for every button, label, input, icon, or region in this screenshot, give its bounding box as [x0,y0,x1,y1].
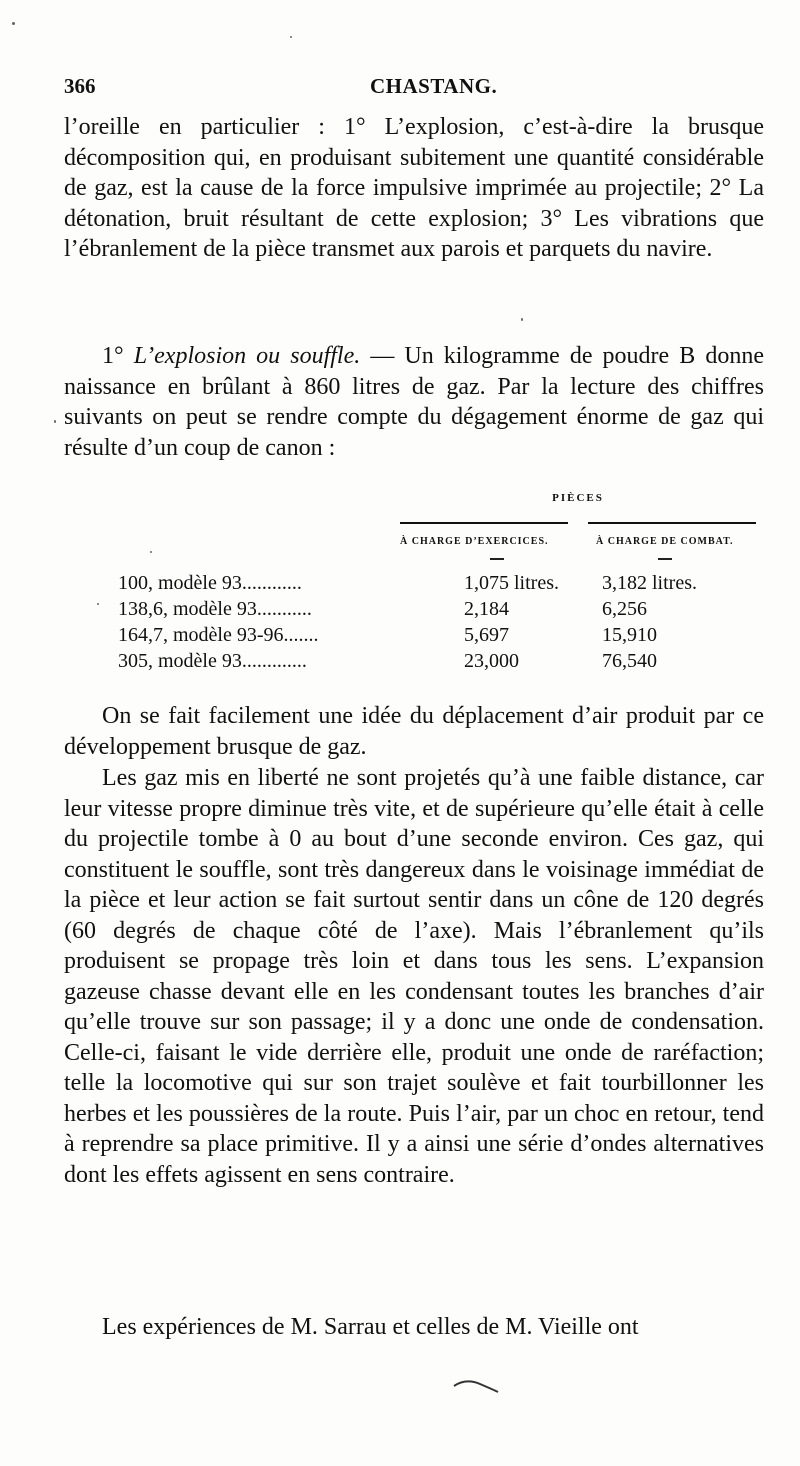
table-row [118,650,768,676]
exercise-charge-value: 5,697 [464,624,509,646]
page-number: 366 [64,74,96,98]
paragraph-text: On se fait facilement une idée du déplacement d’air produit par ce développement brusque de gaz. [64,703,764,760]
exercise-charge-value: 2,184 [464,598,509,620]
piece-model: 305, modèle 93............. [118,650,307,672]
scan-speck [521,318,523,321]
column-dash [658,558,672,560]
column-dash [490,558,504,560]
paragraph-5 [64,1312,764,1343]
paragraph-2 [64,341,764,463]
exercise-charge-value: 1,075 litres. [464,572,559,594]
table-row [118,624,768,650]
piece-model: 100, modèle 93............ [118,572,302,594]
brace-line [400,522,568,524]
paragraph-1 [64,112,764,265]
paragraph-2-body [64,341,764,463]
paragraph-text: Les expériences de M. Sarrau et celles de M. Vieille ont [102,1314,639,1340]
paragraph-text: l’oreille en particulier : 1° L’explosion, c’est-à-dire la brusque décomposition qui, en produisant subitement une quantité considérable de gaz, est la cause de la force impulsive imprimée au projectile; 2° La détonation, bruit résultant de cette explosion; 3° Les vibrations que l’ébranlement de la pièce transmet aux parois et parquets du navire. [64,114,764,262]
scan-speck [97,603,99,605]
column-header-exercise: À CHARGE D’EXERCICES. [400,536,549,547]
piece-model: 164,7, modèle 93-96....... [118,624,319,646]
table-row [118,572,768,598]
combat-charge-value: 76,540 [602,650,657,672]
paragraph-text: — Un kilogramme de poudre B donne naissance en brûlant à 860 litres de gaz. Par la lecture des chiffres suivants on peut se rendre compte du dégagement énorme de gaz qui résulte d’un coup de canon : [64,343,765,461]
brace-line [588,522,756,524]
scan-speck [54,420,56,423]
combat-charge-value: 15,910 [602,624,657,646]
table-group-header: PIÈCES [552,492,604,504]
piece-model: 138,6, modèle 93........... [118,598,312,620]
running-head: CHASTANG. [370,74,498,98]
gas-volume-table [118,492,768,692]
combat-charge-value: 3,182 litres. [602,572,697,594]
scan-speck [290,36,292,38]
paragraph-3 [64,701,764,762]
paragraph-4 [64,763,764,1190]
column-header-combat: À CHARGE DE COMBAT. [596,536,734,547]
table-row [118,598,768,624]
page-header [64,64,760,98]
ink-mark [452,1372,502,1396]
scan-speck [12,22,15,25]
exercise-charge-value: 23,000 [464,650,519,672]
paragraph-text: Les gaz mis en liberté ne sont projetés qu’à une faible distance, car leur vitesse propre diminue très vite, et de supérieure qu’elle était à celle du projectile tombe à 0 au bout d’une seconde environ. Ces gaz, qui constituent le souffle, sont très dangereux dans le voisinage immédiat de la pièce et leur action se fait surtout sentir dans un cône de 120 degrés (60 degrés de chaque côté de l’axe). Mais l’ébranlement qu’ils produisent se propage très loin et dans tous les sens. L’expansion gazeuse chasse devant elle en les condensant toutes les branches d’air qu’elle trouve sur son passage; il y a donc une onde de condensation. Celle-ci, faisant le vide derrière elle, produit une onde de raréfaction; telle la locomotive qui sur son trajet soulève et fait tourbillonner les herbes et les poussières de la route. Puis l’air, par un choc en retour, tend à reprendre sa place primitive. Il y a ainsi une série d’ondes alternatives dont les effets agissent en sens contraire. [64,765,764,1188]
lead-title: L’explosion ou souffle. [133,343,361,369]
combat-charge-value: 6,256 [602,598,647,620]
lead-number: 1° [102,343,124,369]
